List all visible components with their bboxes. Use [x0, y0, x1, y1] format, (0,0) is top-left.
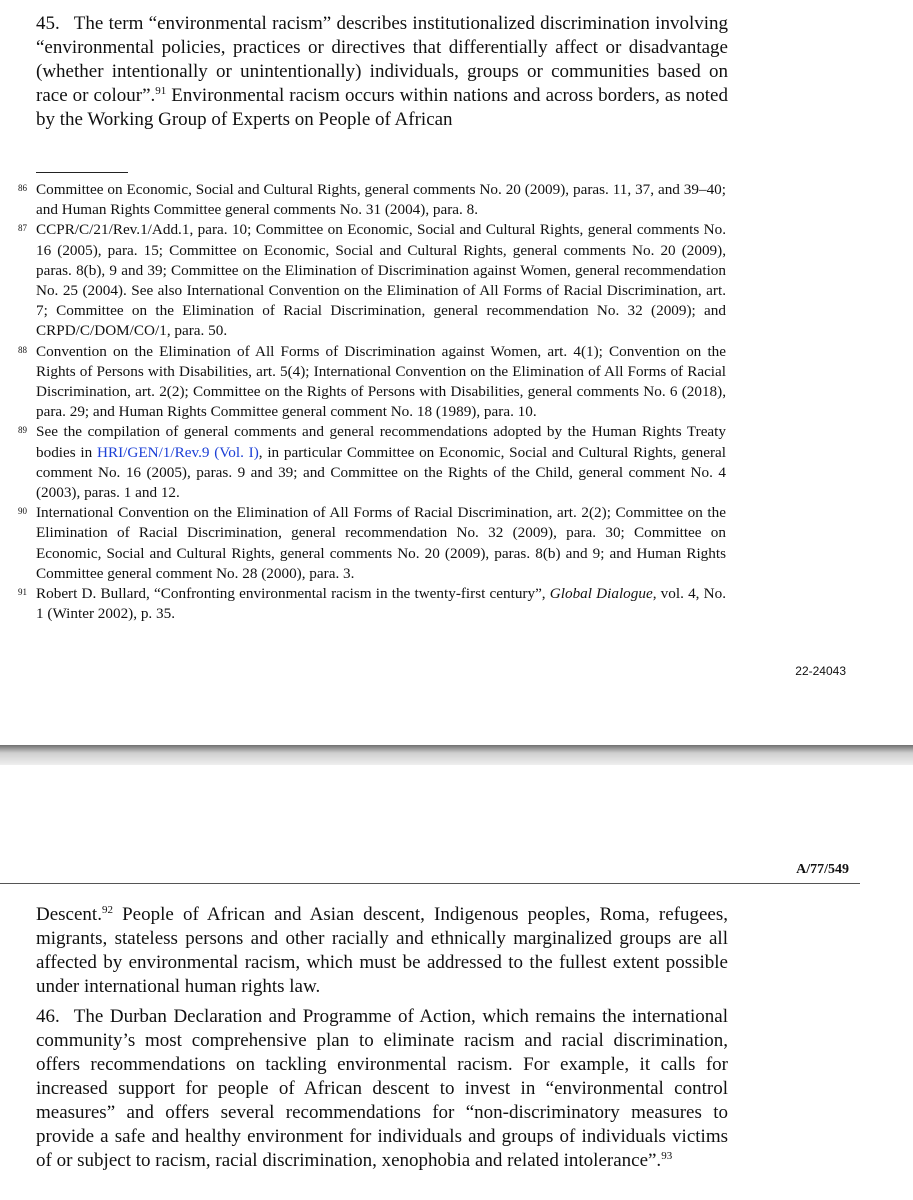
footnote-reference[interactable]: 91 — [155, 85, 167, 97]
publication-title: Global Dialogue — [549, 585, 653, 603]
footnote-90 — [18, 503, 726, 584]
footnote-text: See the compilation of general comments and general recommendations adopted by the Human Rights Treaty bodies in — [36, 423, 726, 461]
paragraph-text: The Durban Declaration and Programme of Action, which remains the international community’s most comprehensive plan to eliminate racism and racial discrimination, offers recommendations on tackling environmental racism. For example, it calls for increased support for people of African descent to invest in “environmental control measures” and offers several recommendations for “non-discriminatory measures to provide a safe and healthy environment for individuals and groups of individuals victims of or subject to racism, racial discrimination, xenophobia and related intolerance”. — [36, 1006, 728, 1171]
footnote-mark: 88 — [18, 344, 27, 355]
footnote-mark: 86 — [18, 183, 27, 193]
paragraph-text: Descent. — [36, 904, 102, 925]
footnote-91 — [18, 584, 727, 624]
document-link[interactable]: HRI/GEN/1/Rev.9 (Vol. I) — [96, 443, 259, 461]
paragraph-46 — [36, 1005, 728, 1173]
paragraph-text: People of African and Asian descent, Indigenous peoples, Roma, refugees, migrants, stateless persons and other racially and ethnically marginalized groups are all affected by environmental racism, which must be addressed to the fullest extent possible under international human rights law. — [36, 904, 728, 997]
paragraph-text: Environmental racism occurs within nations and across borders, as noted by the Working Group of Experts on People of African — [36, 85, 728, 130]
footnote-86 — [18, 180, 726, 220]
footnote-reference[interactable]: 92 — [101, 904, 113, 916]
header-rule — [0, 883, 860, 884]
page-bottom — [0, 765, 913, 1200]
footnote-text: Committee on Economic, Social and Cultural Rights, general comments No. 20 (2009), paras. 11, 37, and 39–40; and Human Rights Committee general comments No. 31 (2004), para. 8. — [36, 181, 726, 219]
footnote-mark: 91 — [18, 587, 27, 598]
footnote-text: , vol. 4, No. 1 (Winter 2002), p. 35. — [36, 585, 727, 623]
paragraph-45 — [36, 12, 728, 132]
paragraph-number: 46. — [36, 1006, 60, 1027]
footnote-89 — [18, 422, 726, 503]
footnote-mark: 87 — [18, 223, 27, 234]
footnote-separator — [36, 172, 128, 173]
paragraph-number: 45. — [36, 13, 60, 34]
footnote-88 — [18, 342, 726, 423]
paragraph-45-continued — [36, 903, 728, 999]
document-code: 22-24043 — [795, 664, 846, 678]
footnote-text: Convention on the Elimination of All Forms of Discrimination against Women, art. 4(1); Convention on the Rights of Persons with Disabilities, art. 5(4); International Convention on the Elimination of All Forms of Racial Discrimination, art. 2(2); Committee on the Rights of Persons with Disabilities, general comments No. 6 (2018), para. 29; and Human Rights Committee general comment No. 18 (1989), para. 10. — [36, 342, 726, 421]
footnote-text: International Convention on the Elimination of All Forms of Racial Discrimination, art. 2(2); Committee on the Elimination of Racial Discrimination, general recommendation No. 32 (2009), para. 30; Committee on Economic, Social and Cultural Rights, general comments No. 20 (2009), paras. 8(b) and 9; and Human Rights Committee general comment No. 28 (2000), para. 3. — [36, 504, 726, 582]
footnote-text: CCPR/C/21/Rev.1/Add.1, para. 10; Committee on Economic, Social and Cultural Rights, general comments No. 16 (2005), para. 15; Committee on Economic, Social and Cultural Rights, general comments No. 20 (2009), paras. 8(b), 9 and 39; Committee on the Elimination of Discrimination against Women, general recommendation No. 25 (2004). See also International Convention on the Elimination of All Forms of Racial Discrimination, art. 7; Committee on the Elimination of Racial Discrimination, general recommendation No. 32 (2009); and CRPD/C/DOM/CO/1, para. 50. — [36, 221, 726, 340]
footnotes — [18, 180, 727, 624]
document-symbol: A/77/549 — [796, 862, 849, 877]
footnote-reference[interactable]: 93 — [661, 1150, 673, 1162]
page-separator — [0, 745, 913, 765]
footnote-mark: 90 — [18, 506, 27, 517]
footnote-mark: 89 — [18, 425, 27, 436]
footnote-text: Robert D. Bullard, “Confronting environmental racism in the twenty-first century”, — [36, 585, 550, 603]
footnote-87 — [18, 220, 726, 341]
paragraph-text: The term “environmental racism” describes institutionalized discrimination involving “environmental policies, practices or directives that differentially affect or disadvantage (whether intentionally or unintentionally) individuals, groups or communities based on race or colour”. — [36, 13, 728, 106]
footnote-text: , in particular Committee on Economic, Social and Cultural Rights, general comment No. 16 (2005), paras. 9 and 39; and Committee on the Rights of the Child, general comment No. 4 (2003), paras. 1 and 12. — [36, 443, 726, 502]
